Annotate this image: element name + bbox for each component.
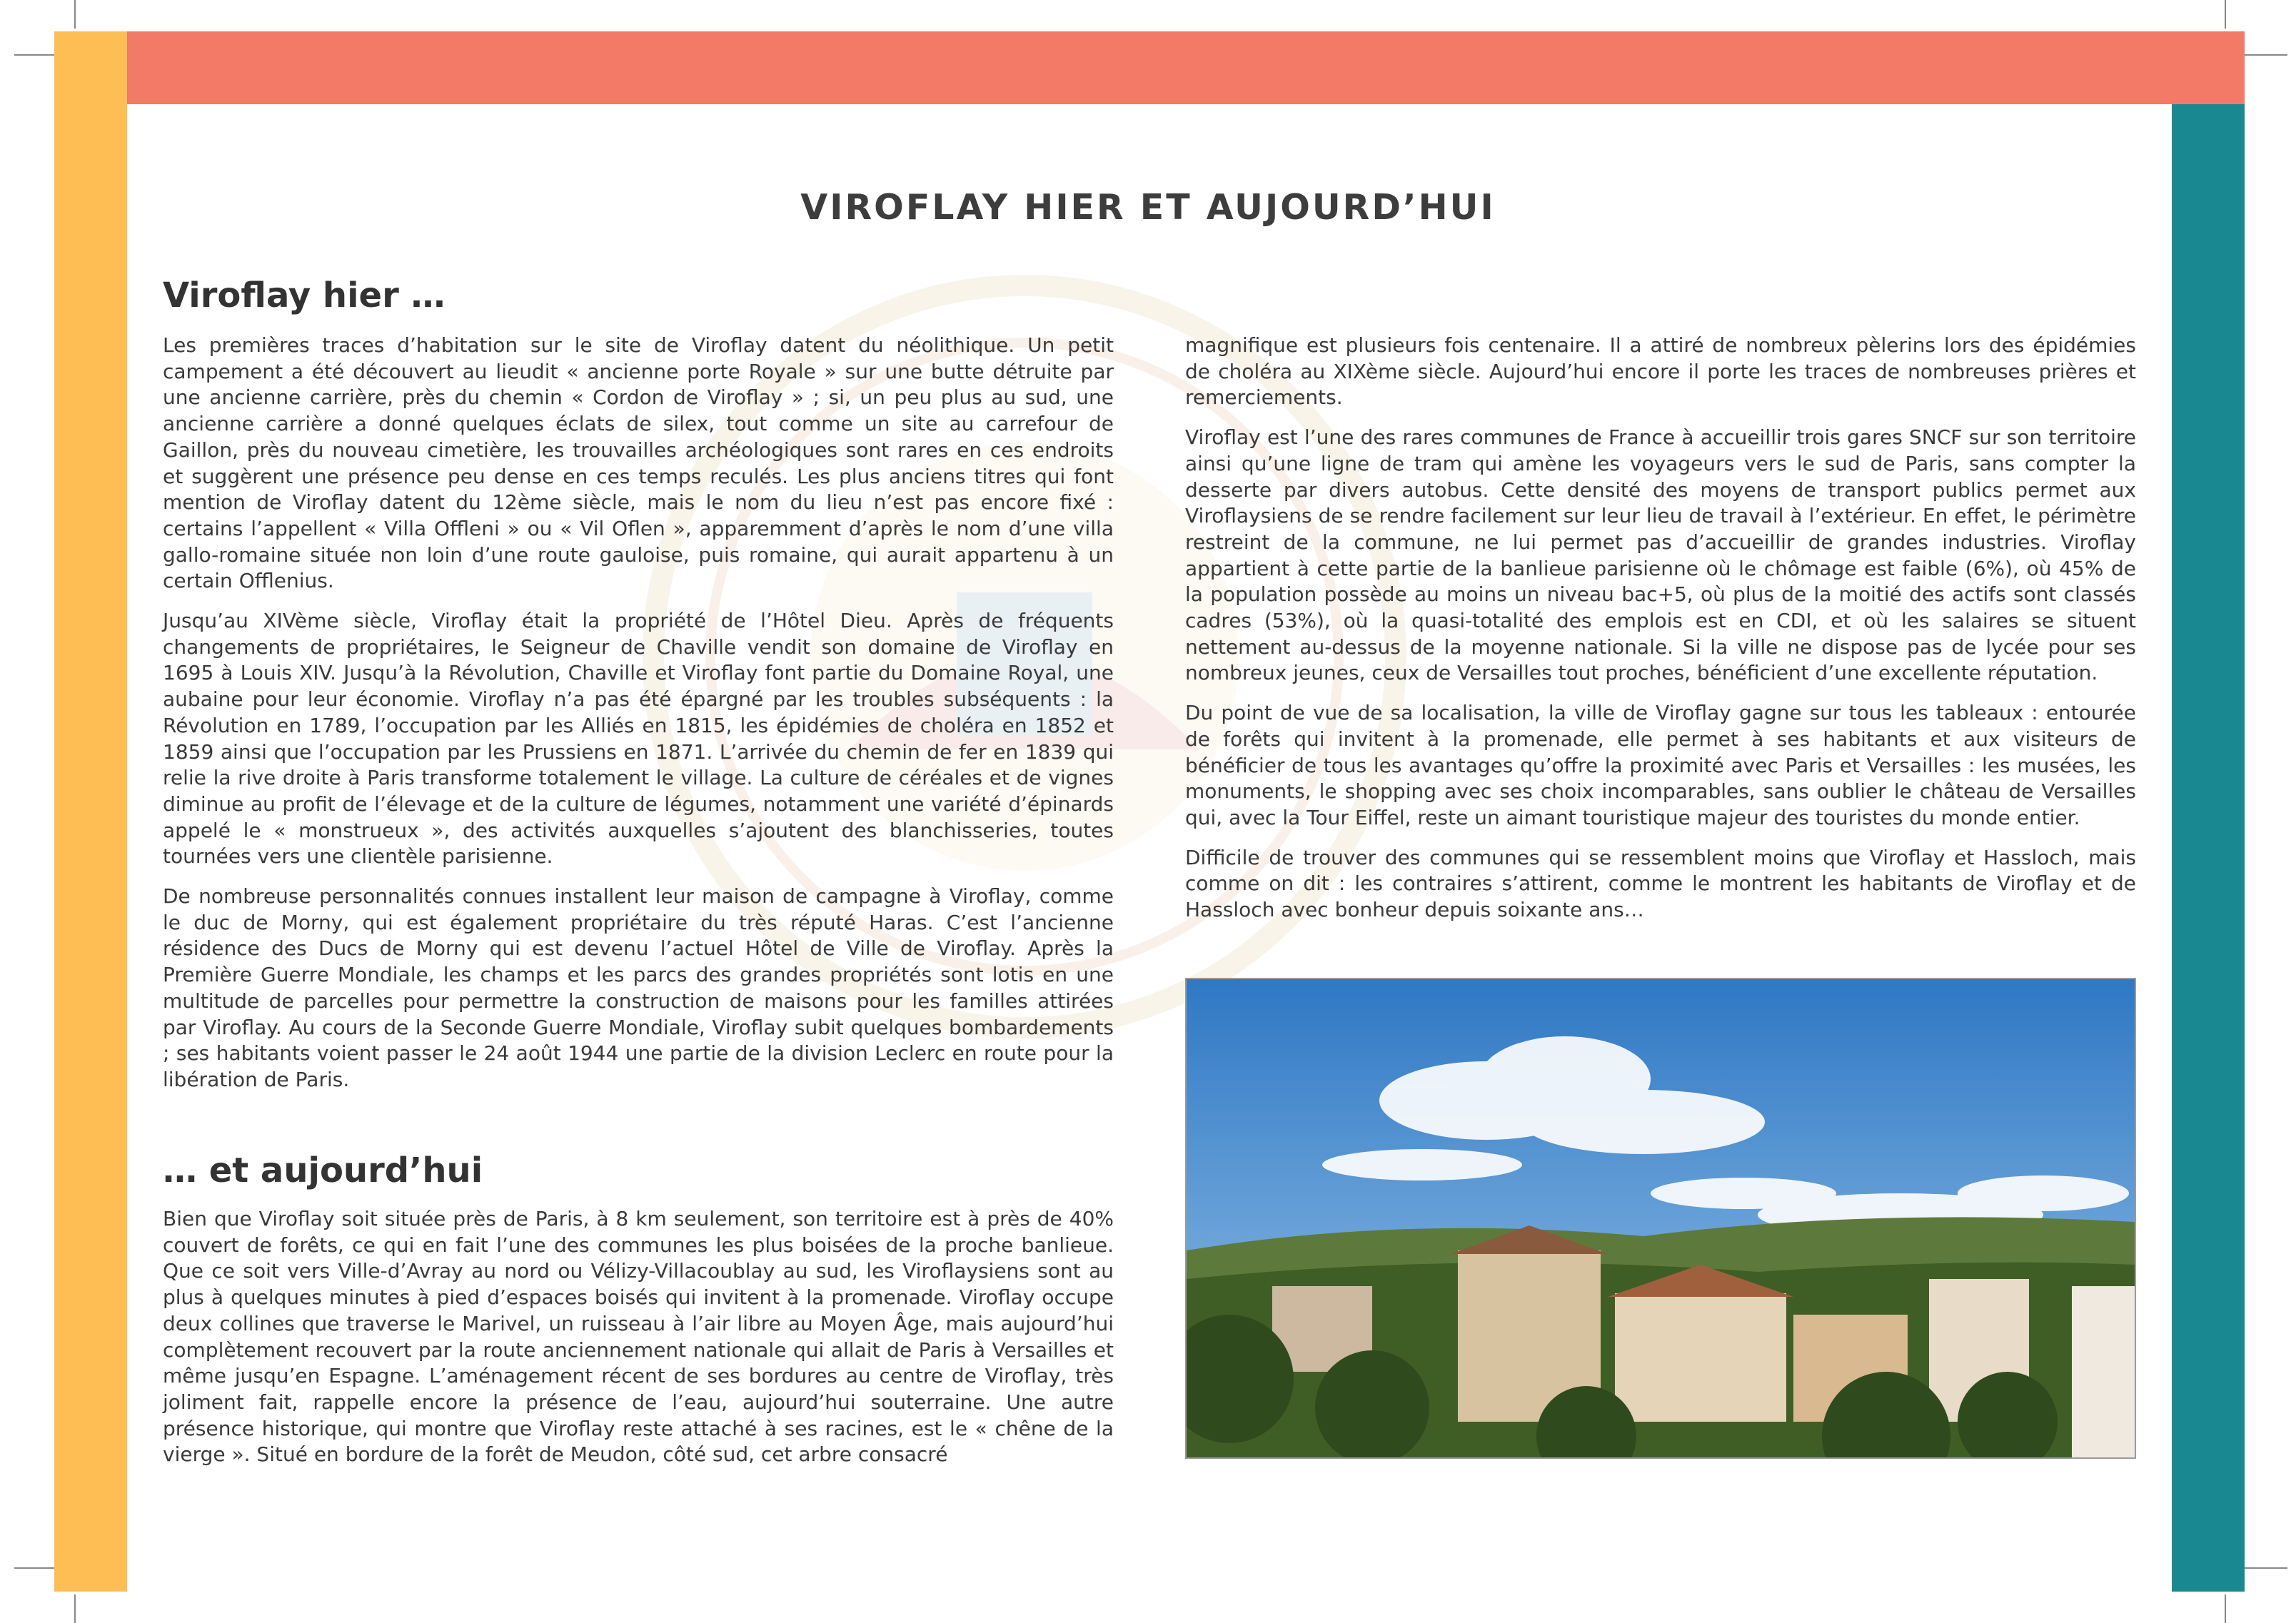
crop-mark (2225, 1594, 2226, 1623)
section-heading-aujourdhui: … et aujourd’hui (163, 1151, 483, 1190)
town-photo-illustration (1187, 979, 2135, 1457)
section-heading-hier: Viroflay hier … (163, 275, 445, 315)
paragraph: magnifique est plusieurs fois centenaire. Il a attiré de nombreux pèlerins lors des épidémies de choléra au XIXème siècle. Aujourd’hui encore il porte les traces de nombreuses prières et remerciements. (1185, 333, 2136, 410)
crop-mark (74, 0, 76, 29)
crop-mark (2243, 1567, 2287, 1569)
paragraph: De nombreuse personnalités connues installent leur maison de campagne à Viroflay, comme le duc de Morny, qui est également propriétaire du très réputé Haras. C’est l’ancienne résidence des Ducs de Morny qui est devenu l’actuel Hôtel de Ville de Viroflay. Après la Première Guerre Mondiale, les champs et les parcs des grandes propriétés sont lotis en une multitude de parcelles pour permettre la construction de maisons pour les familles attirées par Viroflay. Au cours de la Seconde Guerre Mondiale, Viroflay subit quelques bombardements ; ses habitants voient passer le 24 août 1944 une partie de la division Leclerc en route pour la libération de Paris. (163, 884, 1114, 1091)
right-color-bar (2172, 104, 2245, 1592)
viroflay-town-photo (1185, 978, 2136, 1459)
paragraph: Bien que Viroflay soit située près de Paris, à 8 km seulement, son territoire est à près de 40% couvert de forêts, ce qui en fait l’une des communes les plus boisées de la proche banlieue. Que ce soit vers Ville-d’Avray au nord ou Vélizy-Villacoublay au sud, les Viroflaysiens sont au plus à quelques minutes à pied d’espaces boisés qui invitent à la promenade. Viroflay occupe deux collines que traverse le Marivel, un ruisseau à l’air libre au Moyen Âge, mais aujourd’hui complètement recouvert par la route anciennement nationale qui allait de Paris à Versailles et même jusqu’en Espagne. L’aménagement récent de ses bordures au centre de Viroflay, très joliment fait, rappelle encore la présence de l’eau, aujourd’hui souterraine. Une autre présence historique, qui montre que Viroflay reste attaché à ses racines, est le « chêne de la vierge ». Situé en bordure de la forêt de Meudon, côté sud, cet arbre consacré (163, 1207, 1114, 1467)
column-hier (163, 333, 1114, 1107)
top-color-bar (127, 31, 2245, 104)
crop-mark (74, 1594, 76, 1623)
paragraph: Difficile de trouver des communes qui se ressemblent moins que Viroflay et Hassloch, mais comme on dit : les contraires s’attirent, comme le montrent les habitants de Viroflay et de Hassloch avec bonheur depuis soixante ans… (1185, 845, 2136, 922)
crop-mark (2225, 0, 2226, 29)
paragraph: Du point de vue de sa localisation, la ville de Viroflay gagne sur tous les tableaux : entourée de forêts qui invitent à la promenade, elle permet à ses habitants et aux visiteurs de bénéficier de tous les avantages qu’offre la proximité avec Paris et Versailles : les musées, les monuments, le shopping avec ses choix incomparables, sans oublier le château de Versailles qui, avec la Tour Eiffel, reste un aimant touristique majeur des touristes du monde entier. (1185, 701, 2136, 829)
paragraph: Les premières traces d’habitation sur le site de Viroflay datent du néolithique. Un petit campement a été découvert au lieudit « ancienne porte Royale » sur une butte détruite par une ancienne carrière, près du chemin « Cordon de Viroflay » ; si, un peu plus au sud, une ancienne carrière a donné quelques éclats de silex, tout comme un site au carrefour de Gaillon, près du nouveau cimetière, les trouvailles archéologiques sont rares en ces endroits et suggèrent une présence peu dense en ces temps reculés. Les plus anciens titres qui font mention de Viroflay datent du 12ème siècle, mais le nom du lieu n’est pas encore fixé : certains l’appellent « Villa Offleni » ou « Vil Oflen », apparemment d’après le nom d’une villa gallo-romaine située non loin d’une route gauloise, puis romaine, qui aurait appartenu à un certain Offlenius. (163, 333, 1114, 593)
crop-mark (2243, 54, 2287, 56)
column-aujourdhui (163, 1206, 1114, 1482)
left-color-bar (54, 31, 127, 1592)
page-title: VIROFLAY HIER ET AUJOURD’HUI (800, 187, 1496, 228)
crop-mark (14, 1567, 59, 1569)
right-column (1185, 333, 2136, 937)
paragraph: Jusqu’au XIVème siècle, Viroflay était la propriété de l’Hôtel Dieu. Après de fréquents changements de propriétaires, le Seigneur de Chaville vendit son domaine de Viroflay en 1695 à Louis XIV. Jusqu’à la Révolution, Chaville et Viroflay font partie du Domaine Royal, une aubaine pour leur économie. Viroflay n’a pas été épargné par les troubles subséquents : la Révolution en 1789, l’occupation par les Alliés en 1815, les épidémies de choléra en 1852 et 1859 ainsi que l’occupation par les Prussiens en 1871. L’arrivée du chemin de fer en 1839 qui relie la rive droite à Paris transforme totalement le village. La culture de céréales et de vignes diminue au profit de l’élevage et de la culture de légumes, notamment une variété d’épinards appelé le « monstrueux », des activités auxquelles s’ajoutent des blanchisseries, toutes tournées vers une clientèle parisienne. (163, 609, 1114, 869)
paragraph: Viroflay est l’une des rares communes de France à accueillir trois gares SNCF sur son territoire ainsi qu’une ligne de tram qui amène les voyageurs vers le sud de Paris, sans compter la desserte par divers autobus. Cette densité des moyens de transport publics permet aux Viroflaysiens de se rendre facilement sur leur lieu de travail à l’extérieur. En effet, le périmètre restreint de la commune, ne lui permet pas d’accueillir de grandes industries. Viroflay appartient à cette partie de la banlieue parisienne où le chômage est faible (6%), où 45% de la population possède au moins un niveau bac+5, où plus de la moitié des actifs sont classés cadres (53%), où la quasi-totalité des emplois est en CDI, et où les salaires se situent nettement au-dessus de la moyenne nationale. Si la ville ne dispose pas de lycée pour ses nombreux jeunes, ceux de Versailles tout proches, bénéficient d’une excellente réputation. (1185, 425, 2136, 685)
crop-mark (14, 54, 59, 56)
top-right-color-block (2172, 31, 2245, 104)
